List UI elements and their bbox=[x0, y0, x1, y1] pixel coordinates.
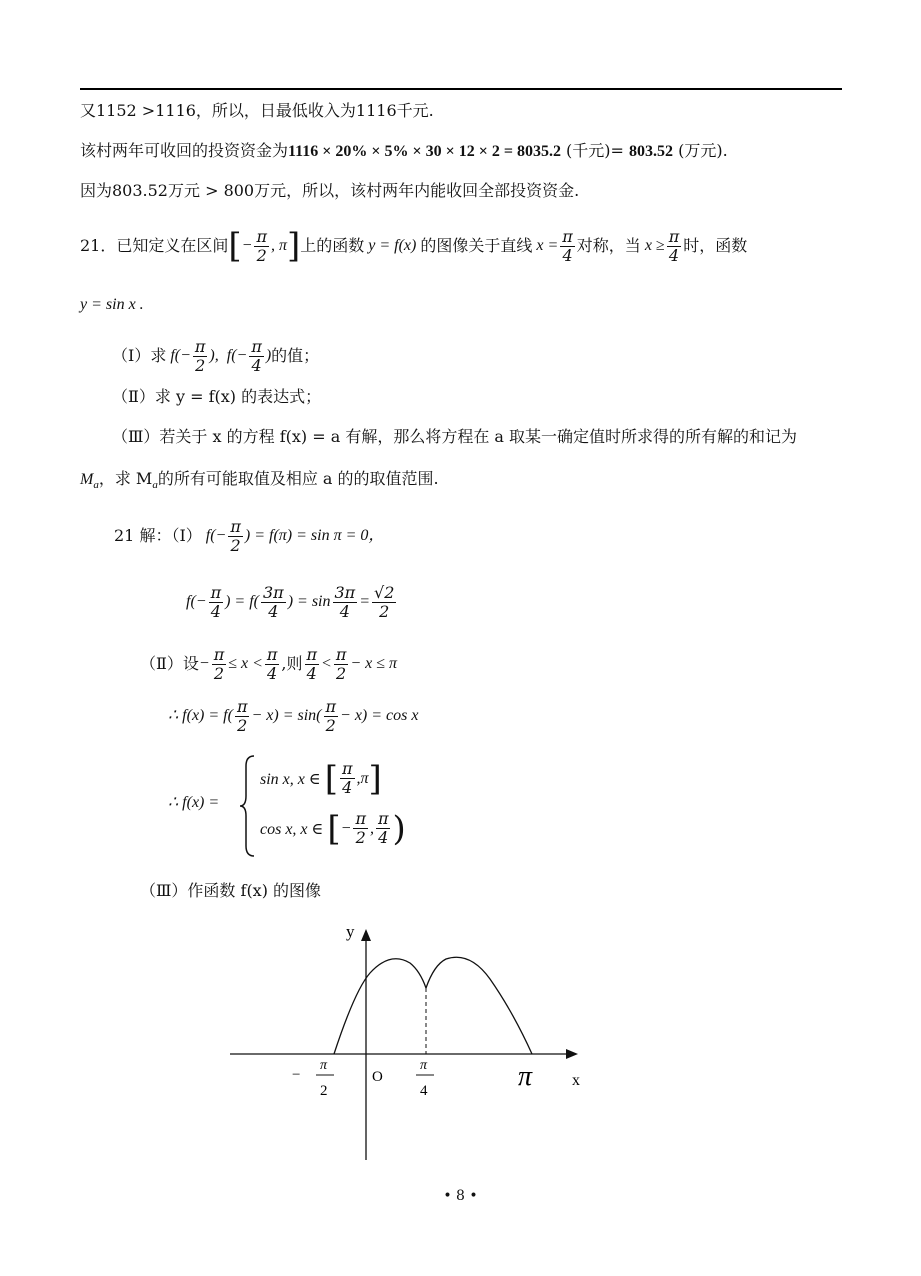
part-1-question bbox=[112, 336, 319, 376]
sol-frac-pi-2: $\frac{\pi}{2}$ bbox=[230, 516, 241, 555]
interval-minus: − bbox=[241, 237, 253, 254]
piecewise-lhs: ∴ f(x) = bbox=[168, 794, 220, 811]
quarter-pi-num: π bbox=[420, 1058, 428, 1073]
q21-lead: 21．已知定义在区间 bbox=[80, 236, 229, 255]
pi-label: π bbox=[518, 1061, 533, 1092]
interval-right-bracket: ] bbox=[286, 226, 301, 266]
part-3-question-cont bbox=[80, 468, 439, 496]
frac-pi-over-4: $\frac{\pi}{4}$ bbox=[562, 226, 573, 265]
f-open: f(− bbox=[170, 347, 191, 364]
M-subscript: a bbox=[93, 479, 99, 492]
q21-sin-x: y = sin x . bbox=[80, 296, 144, 313]
unit-qianyuan: (千元)= bbox=[566, 141, 624, 160]
frac-pi-over-4-b: $\frac{\pi}{4}$ bbox=[668, 226, 680, 265]
x-axis-label: x bbox=[572, 1072, 580, 1089]
unit-wanyuan: (万元). bbox=[678, 141, 728, 160]
case-cos-lbracket: [ bbox=[327, 808, 341, 849]
result-value: 803.52 bbox=[629, 143, 674, 160]
part-3-tail: 的所有可能取值及相应 a 的的取值范围. bbox=[157, 469, 439, 488]
case-cos-frac-1: $\frac{\pi}{2}$ bbox=[355, 809, 366, 847]
part-2-question: （Ⅱ）求 y = f(x) 的表达式； bbox=[112, 387, 322, 406]
neg-sign-label: − bbox=[292, 1067, 301, 1083]
function-graph bbox=[220, 915, 600, 1165]
text-line-investment bbox=[80, 140, 728, 163]
case-cos-minus: − bbox=[340, 819, 352, 837]
text-label: 该村两年可收回的投资资金为 bbox=[80, 141, 289, 160]
origin-label: O bbox=[372, 1069, 383, 1085]
sol2-sin: ) = sin bbox=[287, 593, 331, 610]
y-axis-arrow bbox=[361, 929, 371, 941]
solution-part-1 bbox=[114, 516, 384, 556]
solution-part-2 bbox=[140, 644, 397, 684]
neg-half-pi-den: 2 bbox=[320, 1083, 328, 1099]
solution-label: 21 解：（Ⅰ） bbox=[114, 526, 202, 545]
part-3-mid: ，求 M bbox=[98, 469, 153, 488]
case-sin-text: sin x, x ∈ bbox=[260, 770, 321, 788]
sp2b-end: − x) = cos x bbox=[340, 707, 419, 724]
part-1-label: （Ⅰ）求 bbox=[112, 346, 167, 365]
sp2b-start: ∴ f(x) = f( bbox=[168, 707, 233, 724]
text-line-conclusion: 因为803.52万元 > 800万元，所以，该村两年内能收回全部投资资金. bbox=[80, 181, 580, 200]
f-close: ), f(− bbox=[209, 347, 248, 364]
case-cos-comma: , bbox=[369, 819, 374, 837]
sol-result-1: = f(π) = sin π = 0， bbox=[254, 527, 385, 544]
x-axis-arrow bbox=[566, 1049, 578, 1059]
sp2-ineq: ≤ x < bbox=[228, 655, 263, 672]
part-3-question: （Ⅲ）若关于 x 的方程 f(x) = a 有解，那么将方程在 a 取某一确定值时所求得的所有解的和记为 bbox=[112, 427, 798, 446]
text-line-min-income: 又1152 >1116，所以，日最低收入为1116千元. bbox=[80, 101, 434, 120]
neg-half-pi-num: π bbox=[320, 1058, 328, 1073]
quarter-pi-den: 4 bbox=[420, 1083, 428, 1099]
sol-f-close: ) bbox=[244, 527, 255, 544]
solution-part-1-b bbox=[186, 580, 398, 624]
sol2-frac-sqrt2-2: $\frac{√2}{2}$ bbox=[374, 582, 395, 621]
frac-pi-2: $\frac{\pi}{2}$ bbox=[194, 336, 206, 375]
sol2-eq2: = bbox=[359, 593, 370, 610]
sol2-frac-3pi-4-b: $\frac{3\pi}{4}$ bbox=[334, 582, 356, 621]
sp2-lt: < bbox=[321, 655, 332, 672]
sp2-frac-pi-4-b: $\frac{\pi}{4}$ bbox=[306, 644, 318, 683]
sol2-eq: ) = f( bbox=[225, 593, 259, 610]
interval-left-bracket: [ bbox=[228, 226, 242, 266]
page-number: • 8 • bbox=[443, 1188, 478, 1204]
sp2-then: ,则 bbox=[281, 654, 303, 673]
case-cos-frac-2: $\frac{\pi}{4}$ bbox=[377, 809, 389, 847]
q21-symmetry-text: 的图像关于直线 bbox=[420, 236, 533, 255]
sp2-frac-pi-2: $\frac{\pi}{2}$ bbox=[213, 644, 225, 683]
solution-part-2-b bbox=[168, 696, 418, 736]
solution-part-3: （Ⅲ）作函数 f(x) 的图像 bbox=[140, 881, 322, 900]
frac-pi-4: $\frac{\pi}{4}$ bbox=[251, 336, 262, 375]
sol-part-2-label: （Ⅱ）设 bbox=[140, 654, 199, 673]
case-cos-rparen: ) bbox=[392, 808, 406, 849]
q21-function-text: 上的函数 bbox=[300, 236, 365, 255]
f-close-2: ) bbox=[265, 347, 272, 364]
sp2b-frac-2: $\frac{\pi}{2}$ bbox=[325, 696, 337, 735]
calc-expression: 1116 × 20% × 5% × 30 × 12 × 2 = 8035.2 bbox=[288, 143, 561, 160]
function-curve bbox=[334, 957, 532, 1054]
case-cos-text: cos x, x ∈ bbox=[260, 820, 324, 838]
sol2-frac-3pi-4: $\frac{3\pi}{4}$ bbox=[263, 582, 284, 621]
sp2-frac-pi-4: $\frac{\pi}{4}$ bbox=[266, 644, 278, 683]
case-sin-frac: $\frac{\pi}{4}$ bbox=[341, 759, 353, 797]
case-cos bbox=[260, 810, 406, 847]
sol-f-open: f(− bbox=[205, 527, 227, 544]
q21-when-text: 对称，当 bbox=[576, 236, 641, 255]
left-brace bbox=[240, 754, 256, 858]
part-1-tail: 的值； bbox=[271, 346, 320, 365]
sp2-minus: − bbox=[198, 655, 210, 672]
y-axis-label: y bbox=[346, 922, 355, 941]
sp2-frac-pi-2-b: $\frac{\pi}{2}$ bbox=[335, 644, 347, 683]
q21-line-x: x = bbox=[536, 237, 559, 254]
frac-pi-over-2: $\frac{\pi}{2}$ bbox=[256, 226, 267, 265]
top-rule bbox=[80, 88, 842, 90]
case-sin-rbracket: ] bbox=[368, 758, 382, 799]
sol2-f-open: f(− bbox=[186, 593, 207, 610]
case-sin-pi: ,π bbox=[356, 769, 369, 787]
interval-pi: , π bbox=[270, 237, 287, 254]
M-symbol: M bbox=[80, 471, 94, 488]
q21-condition: x ≥ bbox=[644, 237, 665, 254]
M-subscript-2: a bbox=[152, 479, 158, 492]
sp2b-mid: − x) = sin( bbox=[251, 707, 322, 724]
question-21-statement bbox=[80, 226, 747, 266]
case-sin-lbracket: [ bbox=[324, 758, 338, 799]
case-sin bbox=[260, 760, 382, 797]
q21-func-text: 时，函数 bbox=[683, 236, 748, 255]
q21-function: y = f(x) bbox=[368, 237, 417, 254]
sp2b-frac-1: $\frac{\pi}{2}$ bbox=[236, 696, 248, 735]
sp2-tail: − x ≤ π bbox=[350, 655, 398, 672]
sol2-frac-pi-4: $\frac{\pi}{4}$ bbox=[210, 582, 222, 621]
